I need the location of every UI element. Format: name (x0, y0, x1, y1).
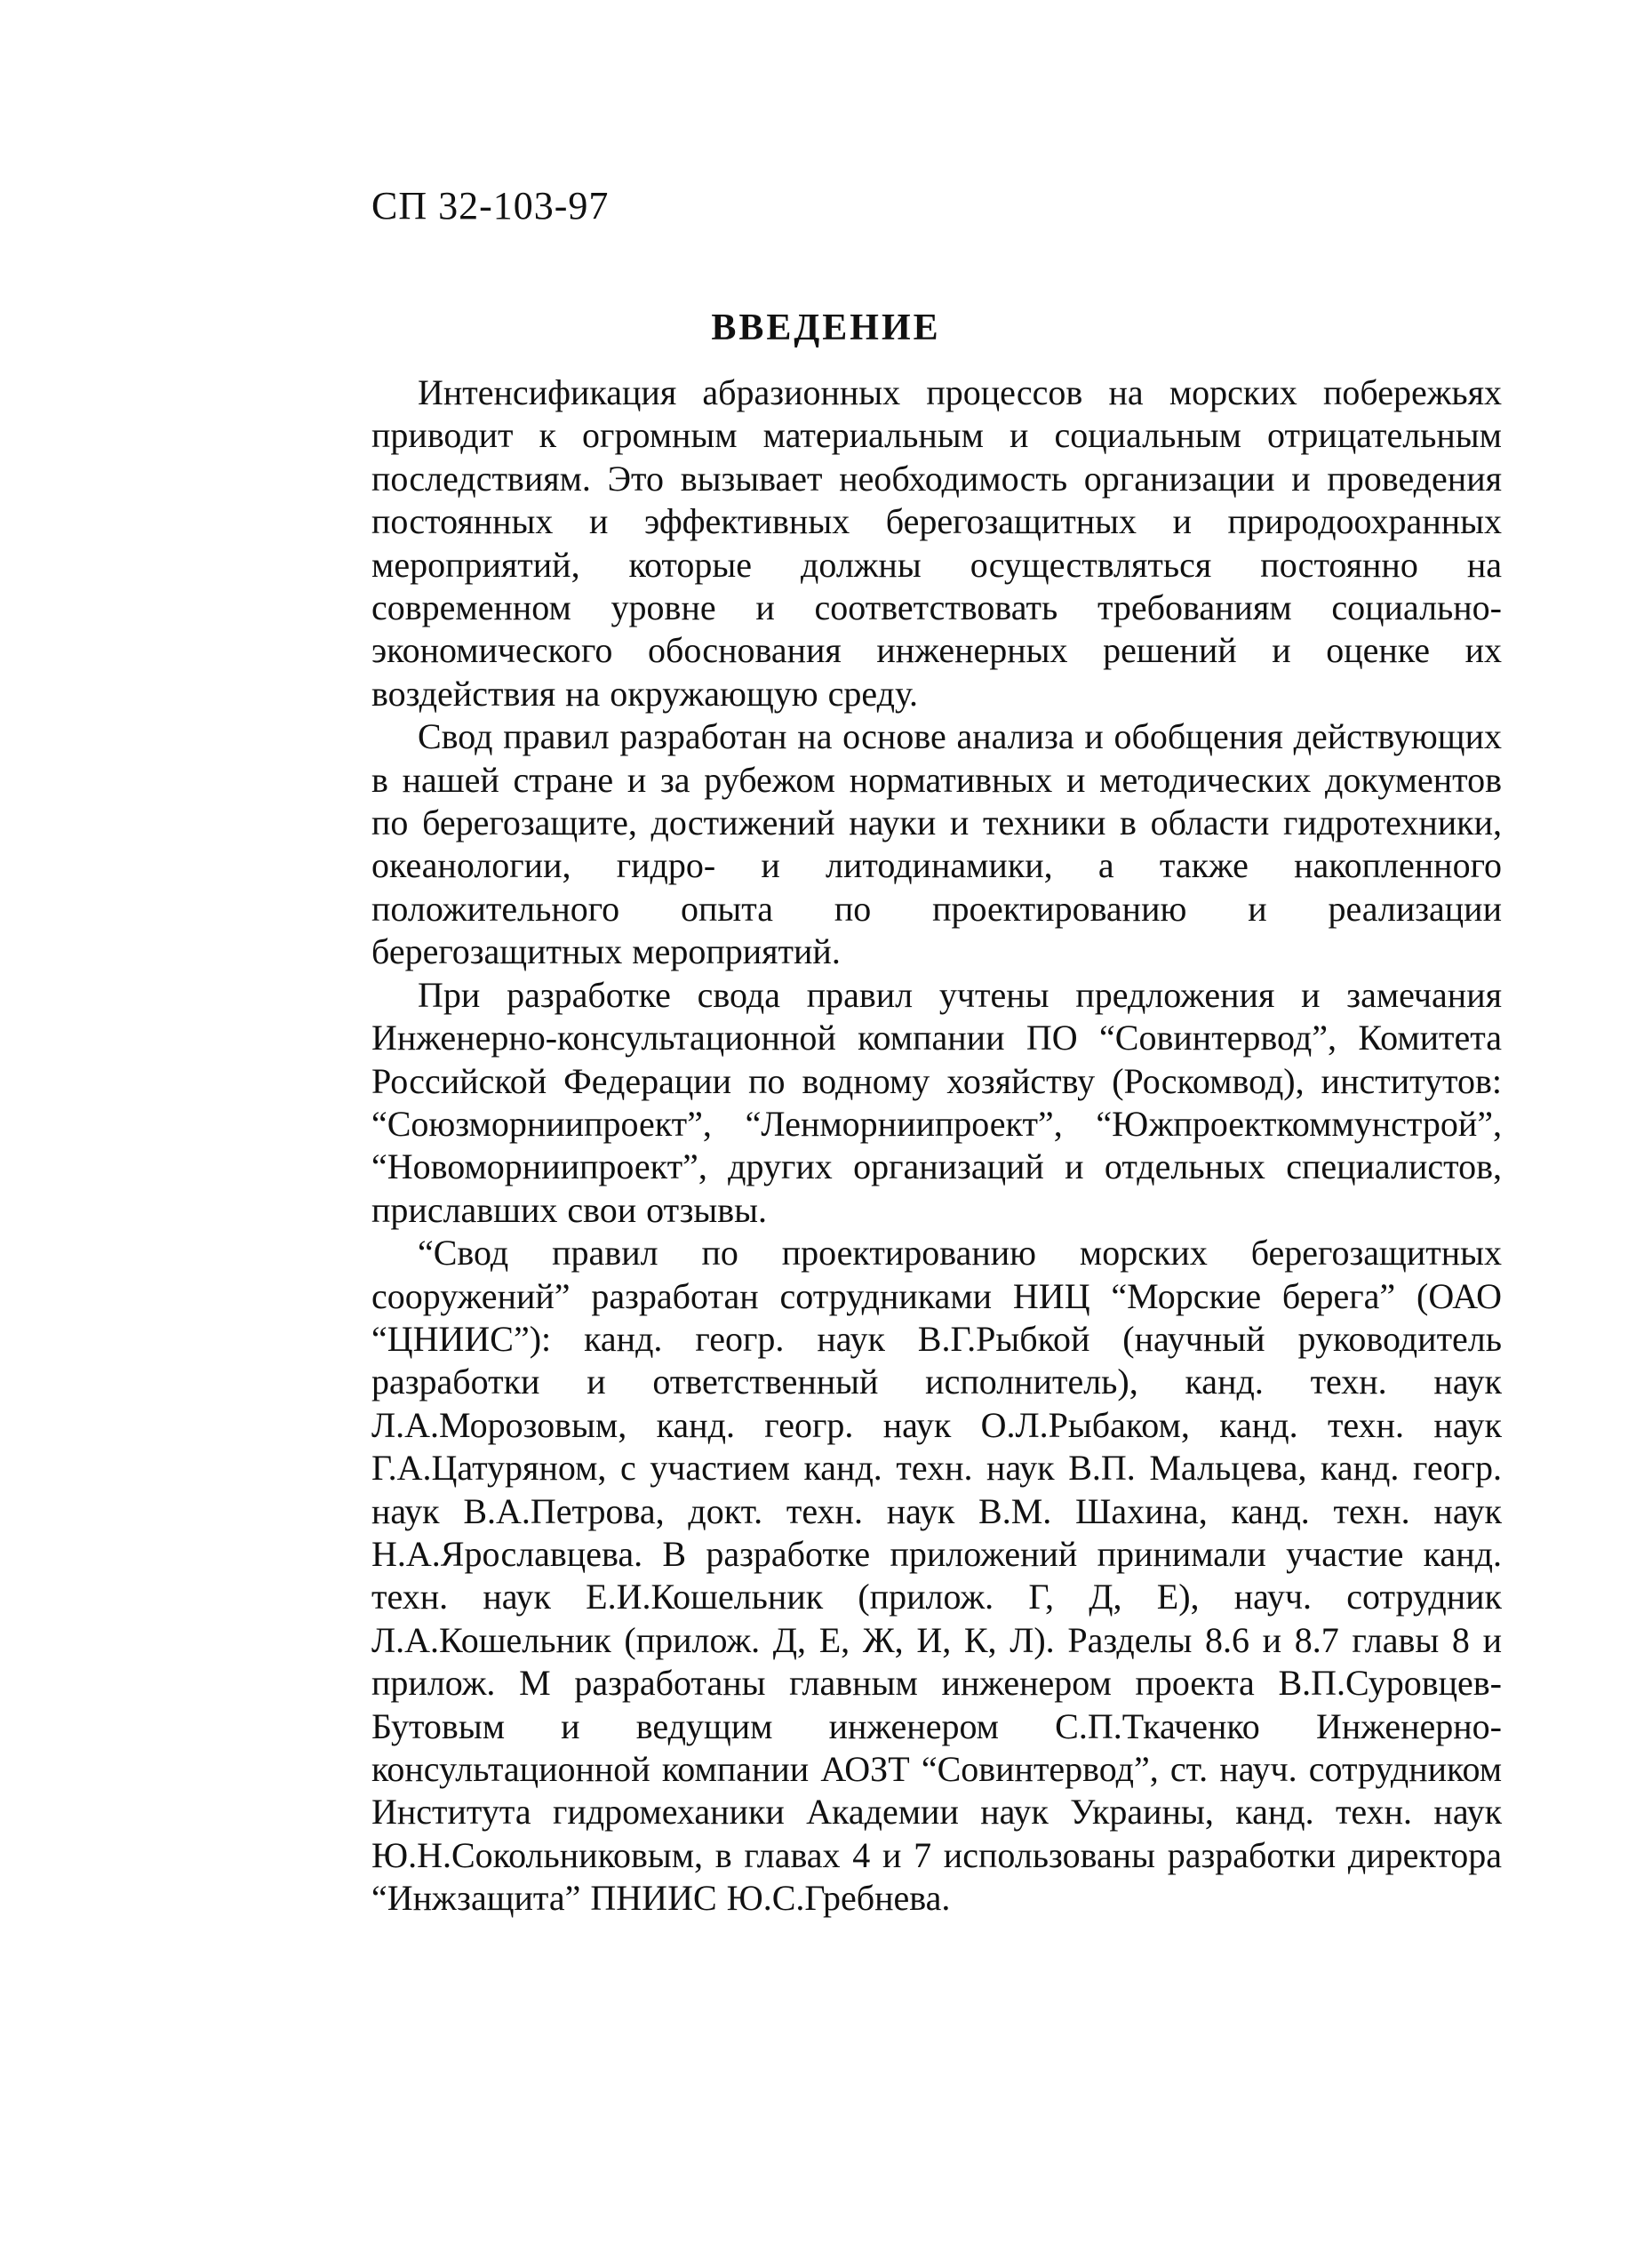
document-code: СП 32-103-97 (371, 184, 610, 228)
paragraph-comments: При разработке свода правил учтены предложения и замечания Инженерно-консультационной компании ПО “Совинтервод”, Комитета Российской Федерации по водному хозяйству (Роскомвод), институтов: “Союзморниипроект”, “Ленморниипроект”, “Южпроекткоммунстрой”, “Новоморниипроект”, других организаций и отдельных специалистов, приславших свои отзывы. (371, 974, 1502, 1230)
paragraph-authors: “Свод правил по проектированию морских берегозащитных сооружений” разработан сотрудниками НИЦ “Морские берега” (ОАО “ЦНИИС”): канд. геогр. наук В.Г.Рыбкой (научный руководитель разработки и ответственный исполнитель), канд. техн. наук Л.А.Морозовым, канд. геогр. наук О.Л.Рыбаком, канд. техн. наук Г.А.Цатуряном, с участием канд. техн. наук В.П. Мальцева, канд. геогр. наук В.А.Петрова, докт. техн. наук В.М. Шахина, канд. техн. наук Н.А.Ярославцева. В разработке приложений принимали участие канд. техн. наук Е.И.Кошельник (прилож. Г, Д, Е), науч. сотрудник Л.А.Кошельник (прилож. Д, Е, Ж, И, К, Л). Разделы 8.6 и 8.7 главы 8 и прилож. М разработаны главным инженером проекта В.П.Суровцев-Бутовым и ведущим инженером С.П.Ткаченко Инженерно-консультационной компании АОЗТ “Совинтервод”, ст. науч. сотрудником Института гидромеханики Академии наук Украины, канд. техн. наук Ю.Н.Сокольниковым, в главах 4 и 7 использованы разработки директора “Инжзащита” ПНИИС Ю.С.Гребнева. (371, 1233, 1502, 1919)
section-body (371, 371, 1502, 1921)
paragraph-basis: Свод правил разработан на основе анализа и обобщения действующих в нашей стране и за рубежом нормативных и методических документов по берегозащите, достижений науки и техники в области гидротехники, океанологии, гидро- и литодинамики, а также накопленного положительного опыта по проектированию и реализации берегозащитных мероприятий. (371, 716, 1502, 972)
section-title: ВВЕДЕНИЕ (711, 307, 941, 348)
paragraph-intro: Интенсификация абразионных процессов на морских побережьях приводит к огромным материальным и социальным отрицательным последствиям. Это вызывает необходимость организации и проведения постоянных и эффективных берегозащитных и природоохранных мероприятий, которые должны осуществляться постоянно на современном уровне и соответствовать требованиям социально-экономического обоснования инженерных решений и оценке их воздействия на окружающую среду. (371, 372, 1502, 714)
